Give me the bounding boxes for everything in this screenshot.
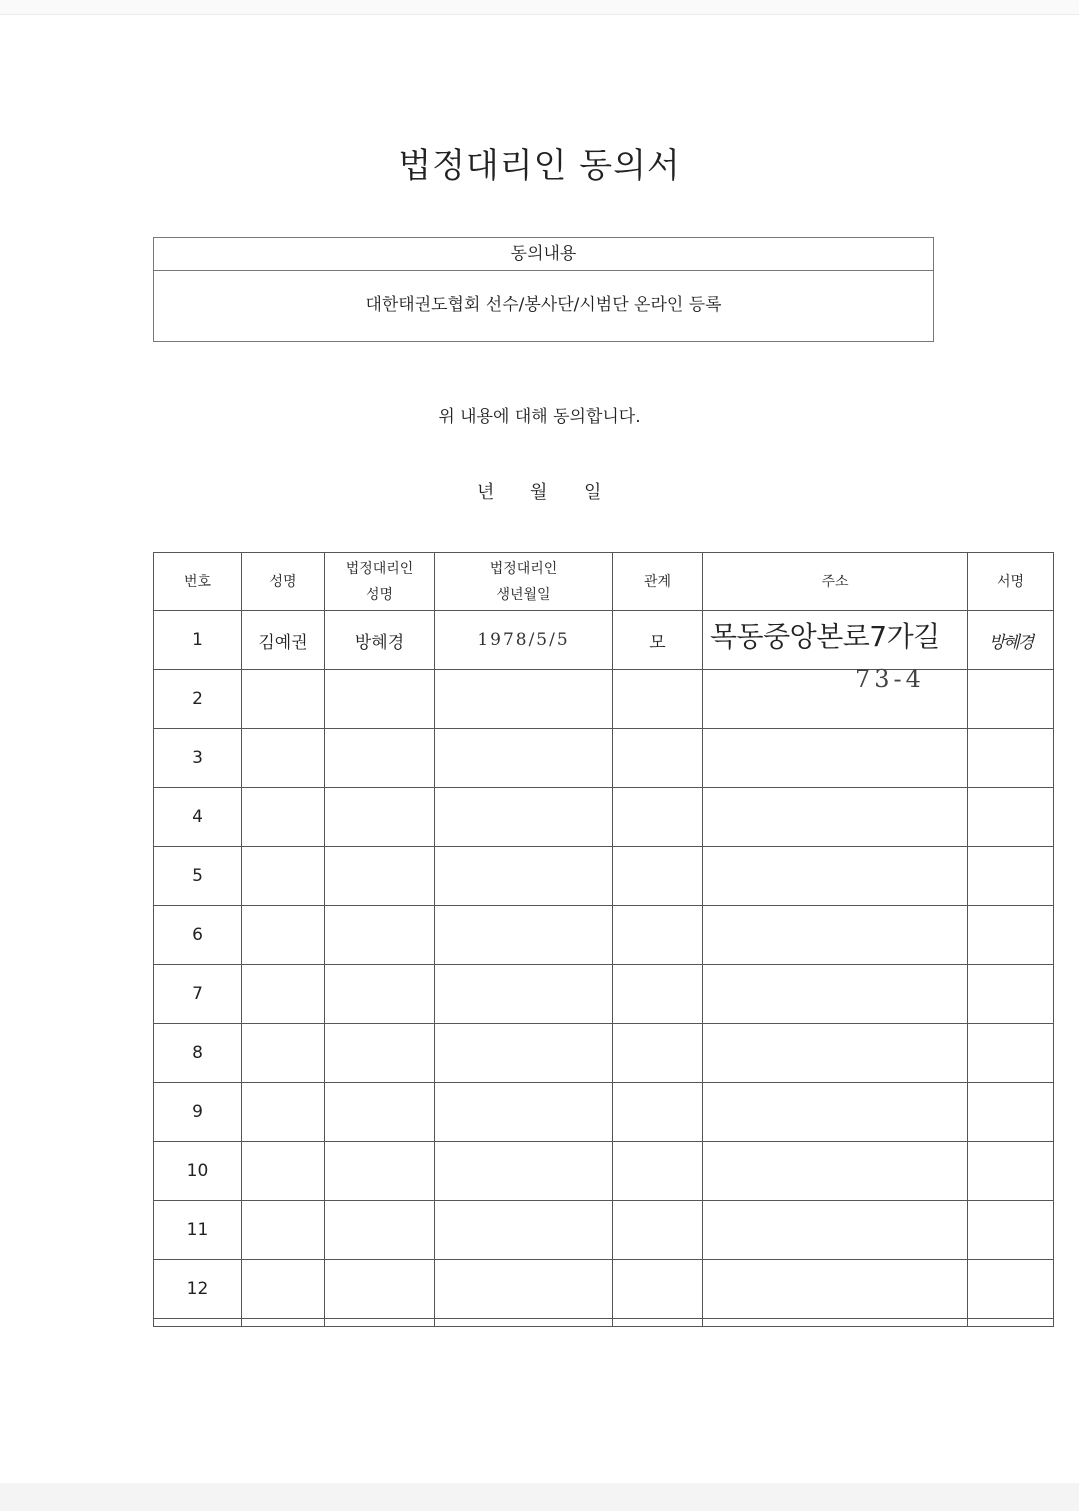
row-no: 12 [154, 1260, 242, 1319]
athlete-name: 김예권 [242, 611, 325, 670]
table-row [154, 1142, 1054, 1201]
header-guardian-name-line2: 성명 [365, 586, 394, 603]
guardian-birthdate: 1978/5/5 [435, 611, 613, 670]
table-row [154, 788, 1054, 847]
table-header-row [154, 553, 1054, 611]
header-guardian-name-line1: 법정대리인 [345, 560, 414, 577]
date-day-label: 일 [584, 482, 602, 503]
table-row [154, 906, 1054, 965]
header-guardian-birth [435, 553, 613, 611]
table-row [154, 1201, 1054, 1260]
row-no: 7 [154, 965, 242, 1024]
bottom-bar [0, 1483, 1079, 1511]
top-bar [0, 0, 1079, 15]
document-title: 법정대리인 동의서 [398, 146, 681, 186]
row-no: 6 [154, 906, 242, 965]
table-row-cutoff [154, 1319, 1054, 1327]
table-row [154, 729, 1054, 788]
consent-header: 동의내용 [154, 238, 933, 271]
roster-table [153, 552, 1054, 1327]
relation: 모 [613, 611, 703, 670]
header-name: 성명 [242, 553, 325, 611]
header-address: 주소 [703, 553, 968, 611]
row-no: 4 [154, 788, 242, 847]
header-relation: 관계 [613, 553, 703, 611]
header-signature: 서명 [968, 553, 1054, 611]
address-line1: 목동중앙본로7가길 [710, 620, 940, 653]
row-no: 8 [154, 1024, 242, 1083]
header-guardian-birth-line1: 법정대리인 [489, 560, 558, 577]
date-year-label: 년 [477, 482, 495, 503]
agreement-text: 위 내용에 대해 동의합니다. [438, 407, 641, 427]
signature: 방혜경 [968, 611, 1054, 670]
date-line [0, 478, 1079, 504]
row-no: 1 [154, 611, 242, 670]
consent-box [153, 237, 934, 342]
row-no: 9 [154, 1083, 242, 1142]
header-guardian-birth-line2: 생년월일 [496, 586, 551, 603]
date-month-label: 월 [530, 482, 548, 503]
row-no: 5 [154, 847, 242, 906]
row-no: 10 [154, 1142, 242, 1201]
header-no: 번호 [154, 553, 242, 611]
table-row [154, 1260, 1054, 1319]
table-row [154, 1083, 1054, 1142]
row-no: 11 [154, 1201, 242, 1260]
table-row [154, 965, 1054, 1024]
address-line2: 73-4 [855, 665, 925, 693]
consent-body: 대한태권도협회 선수/봉사단/시범단 온라인 등록 [365, 295, 722, 315]
row-no: 3 [154, 729, 242, 788]
guardian-name: 방혜경 [325, 611, 435, 670]
table-row [154, 1024, 1054, 1083]
table-row [154, 611, 1054, 670]
address-cell [703, 611, 968, 693]
header-guardian-name [325, 553, 435, 611]
row-no: 2 [154, 670, 242, 729]
table-row [154, 847, 1054, 906]
